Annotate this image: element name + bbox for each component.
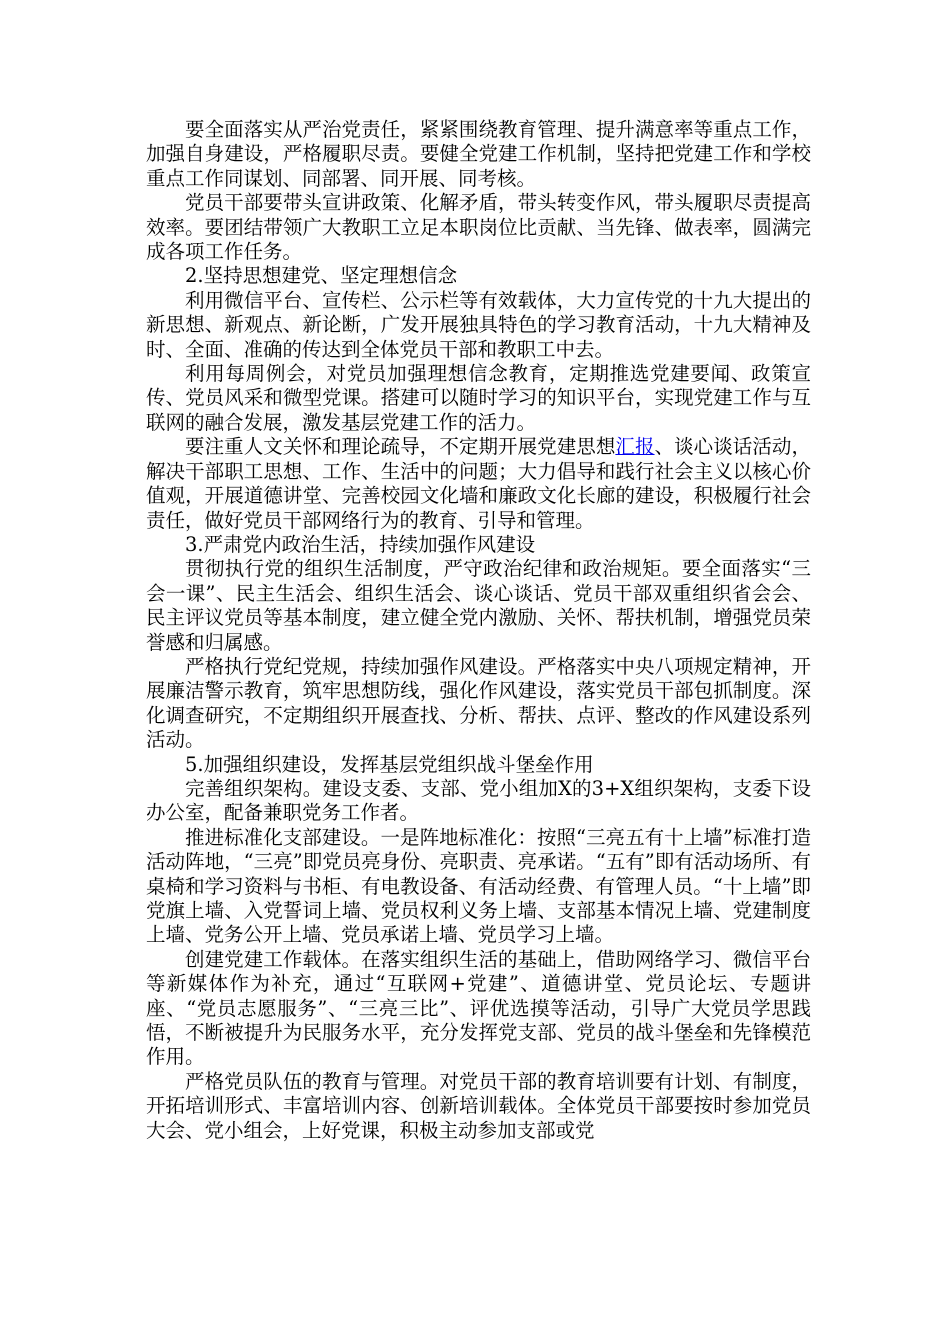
paragraph-text: 、谈心谈话活动，解决干部职工思想、工作、生活中的问题；大力倡导和践行社会主义以核心价值观，开展道德讲堂、完善校园文化墙和廉政文化长廊的建设，积极履行社会责任，做好党员干部网络行为的教育、引导和管理。	[146, 435, 811, 532]
paragraph: 严格党员队伍的教育与管理。对党员干部的教育培训要有计划、有制度，开拓培训形式、丰富培训内容、创新培训载体。全体党员干部要按时参加党员大会、党小组会，上好党课，积极主动参加支部或党	[146, 1069, 811, 1142]
paragraph: 利用微信平台、宣传栏、公示栏等有效载体，大力宣传党的十九大提出的新思想、新观点、新论断，广发开展独具特色的学习教育活动，十九大精神及时、全面、准确的传达到全体党员干部和教职工中去。	[146, 288, 811, 361]
paragraph: 完善组织架构。建设支委、支部、党小组加X的3+X组织架构，支委下设办公室，配备兼职党务工作者。	[146, 776, 811, 825]
section-heading: 5.加强组织建设，发挥基层党组织战斗堡垒作用	[185, 752, 594, 776]
section-heading: 2.坚持思想建党、坚定理想信念	[185, 264, 458, 288]
paragraph: 创建党建工作载体。在落实组织生活的基础上，借助网络学习、微信平台等新媒体作为补充，通过“互联网+党建”、道德讲堂、党员论坛、专题讲座、“党员志愿服务”、“三亮三比”、评优选摸等活动，引导广大党员学思践悟，不断被提升为民服务水平，充分发挥党支部、党员的战斗堡垒和先锋模范作用。	[146, 947, 811, 1069]
paragraph: 推进标准化支部建设。一是阵地标准化：按照“三亮五有十上墙”标准打造活动阵地，“三亮”即党员亮身份、亮职责、亮承诺。“五有”即有活动场所、有桌椅和学习资料与书柜、有电教设备、有活动经费、有管理人员。“十上墙”即党旗上墙、入党誓词上墙、党员权利义务上墙、支部基本情况上墙、党建制度上墙、党务公开上墙、党员承诺上墙、党员学习上墙。	[146, 825, 811, 947]
report-link[interactable]: 汇报	[615, 435, 655, 459]
paragraph: 要全面落实从严治党责任，紧紧围绕教育管理、提升满意率等重点工作，加强自身建设，严格履职尽责。要健全党建工作机制，坚持把党建工作和学校重点工作同谋划、同部署、同开展、同考核。	[146, 118, 811, 190]
paragraph: 严格执行党纪党规，持续加强作风建设。严格落实中央八项规定精神，开展廉洁警示教育，筑牢思想防线，强化作风建设，落实党员干部包抓制度。深化调查研究，不定期组织开展查找、分析、帮扶、点评、整改的作风建设系列活动。	[146, 654, 811, 752]
paragraph: 党员干部要带头宣讲政策、化解矛盾，带头转变作风，带头履职尽责提高效率。要团结带领广大教职工立足本职岗位比贡献、当先锋、做表率，圆满完成各项工作任务。	[146, 191, 811, 264]
paragraph	[146, 435, 811, 533]
section-heading: 3.严肃党内政治生活，持续加强作风建设	[185, 532, 536, 556]
paragraph-text: 要注重人文关怀和理论疏导，不定期开展党建思想	[185, 435, 616, 459]
document-body	[146, 118, 811, 1143]
paragraph: 利用每周例会，对党员加强理想信念教育，定期推选党建要闻、政策宣传、党员风采和微型党课。搭建可以随时学习的知识平台，实现党建工作与互联网的融合发展，激发基层党建工作的活力。	[146, 362, 811, 434]
paragraph: 贯彻执行党的组织生活制度，严守政治纪律和政治规矩。要全面落实“三会一课”、民主生活会、组织生活会、谈心谈话、党员干部双重组织省会会、民主评议党员等基本制度，建立健全党内激励、关怀、帮扶机制，增强党员荣誉感和归属感。	[146, 557, 811, 654]
